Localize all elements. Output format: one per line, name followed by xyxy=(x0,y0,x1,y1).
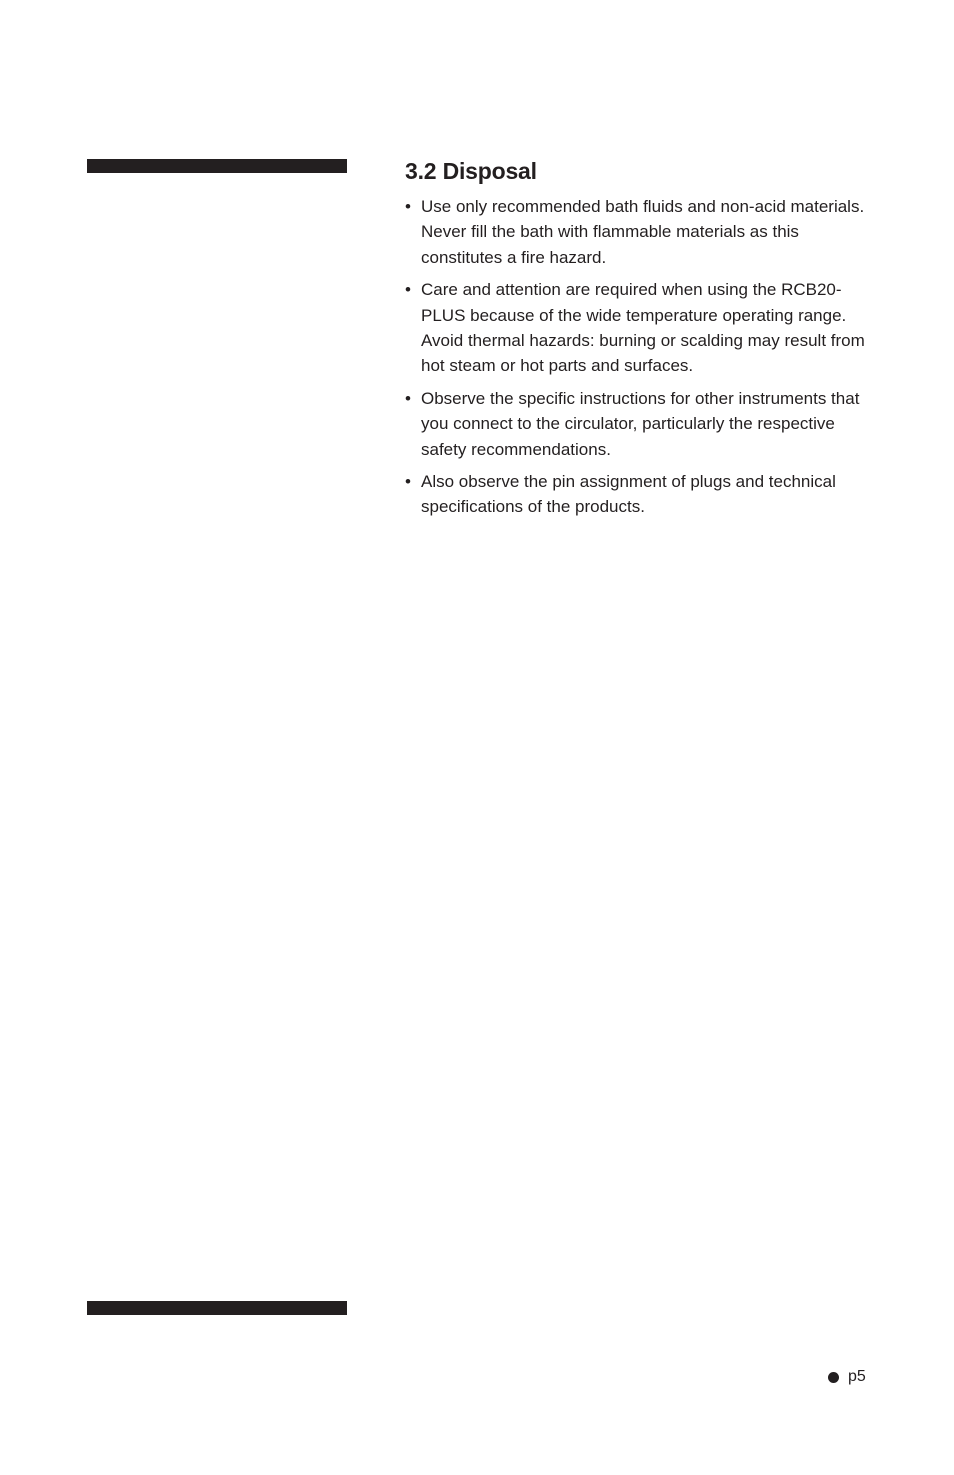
list-item xyxy=(405,194,875,270)
bullet-marker: • xyxy=(405,197,411,216)
section-title: 3.2 Disposal xyxy=(405,158,537,184)
page-dot-icon xyxy=(828,1372,839,1383)
list-item xyxy=(405,386,875,462)
main-content xyxy=(405,156,875,527)
list-item-text: Also observe the pin assignment of plugs and technical specifications of the products. xyxy=(421,472,836,517)
top-margin-rule xyxy=(87,159,347,173)
bullet-marker: • xyxy=(405,388,411,408)
list-item xyxy=(405,469,875,520)
page-footer xyxy=(828,1366,866,1388)
bullet-marker: • xyxy=(405,280,411,300)
list-item-text: Use only recommended bath fluids and non-acid materials. Never fill the bath with flammable materials as this constitutes a fire hazard. xyxy=(421,197,865,267)
bullet-list xyxy=(405,194,875,520)
list-item-text: Observe the specific instructions for other instruments that you connect to the circulator, particularly the respective safety recommendations. xyxy=(421,388,860,459)
bottom-margin-rule xyxy=(87,1301,347,1315)
list-item xyxy=(405,277,875,379)
page-number: p5 xyxy=(848,1368,866,1385)
bullet-marker: • xyxy=(405,472,411,492)
list-item-text: Care and attention are required when using the RCB20-PLUS because of the wide temperature operating range. Avoid thermal hazards: burning or scalding may result from hot steam or hot parts and surfaces. xyxy=(421,280,865,376)
